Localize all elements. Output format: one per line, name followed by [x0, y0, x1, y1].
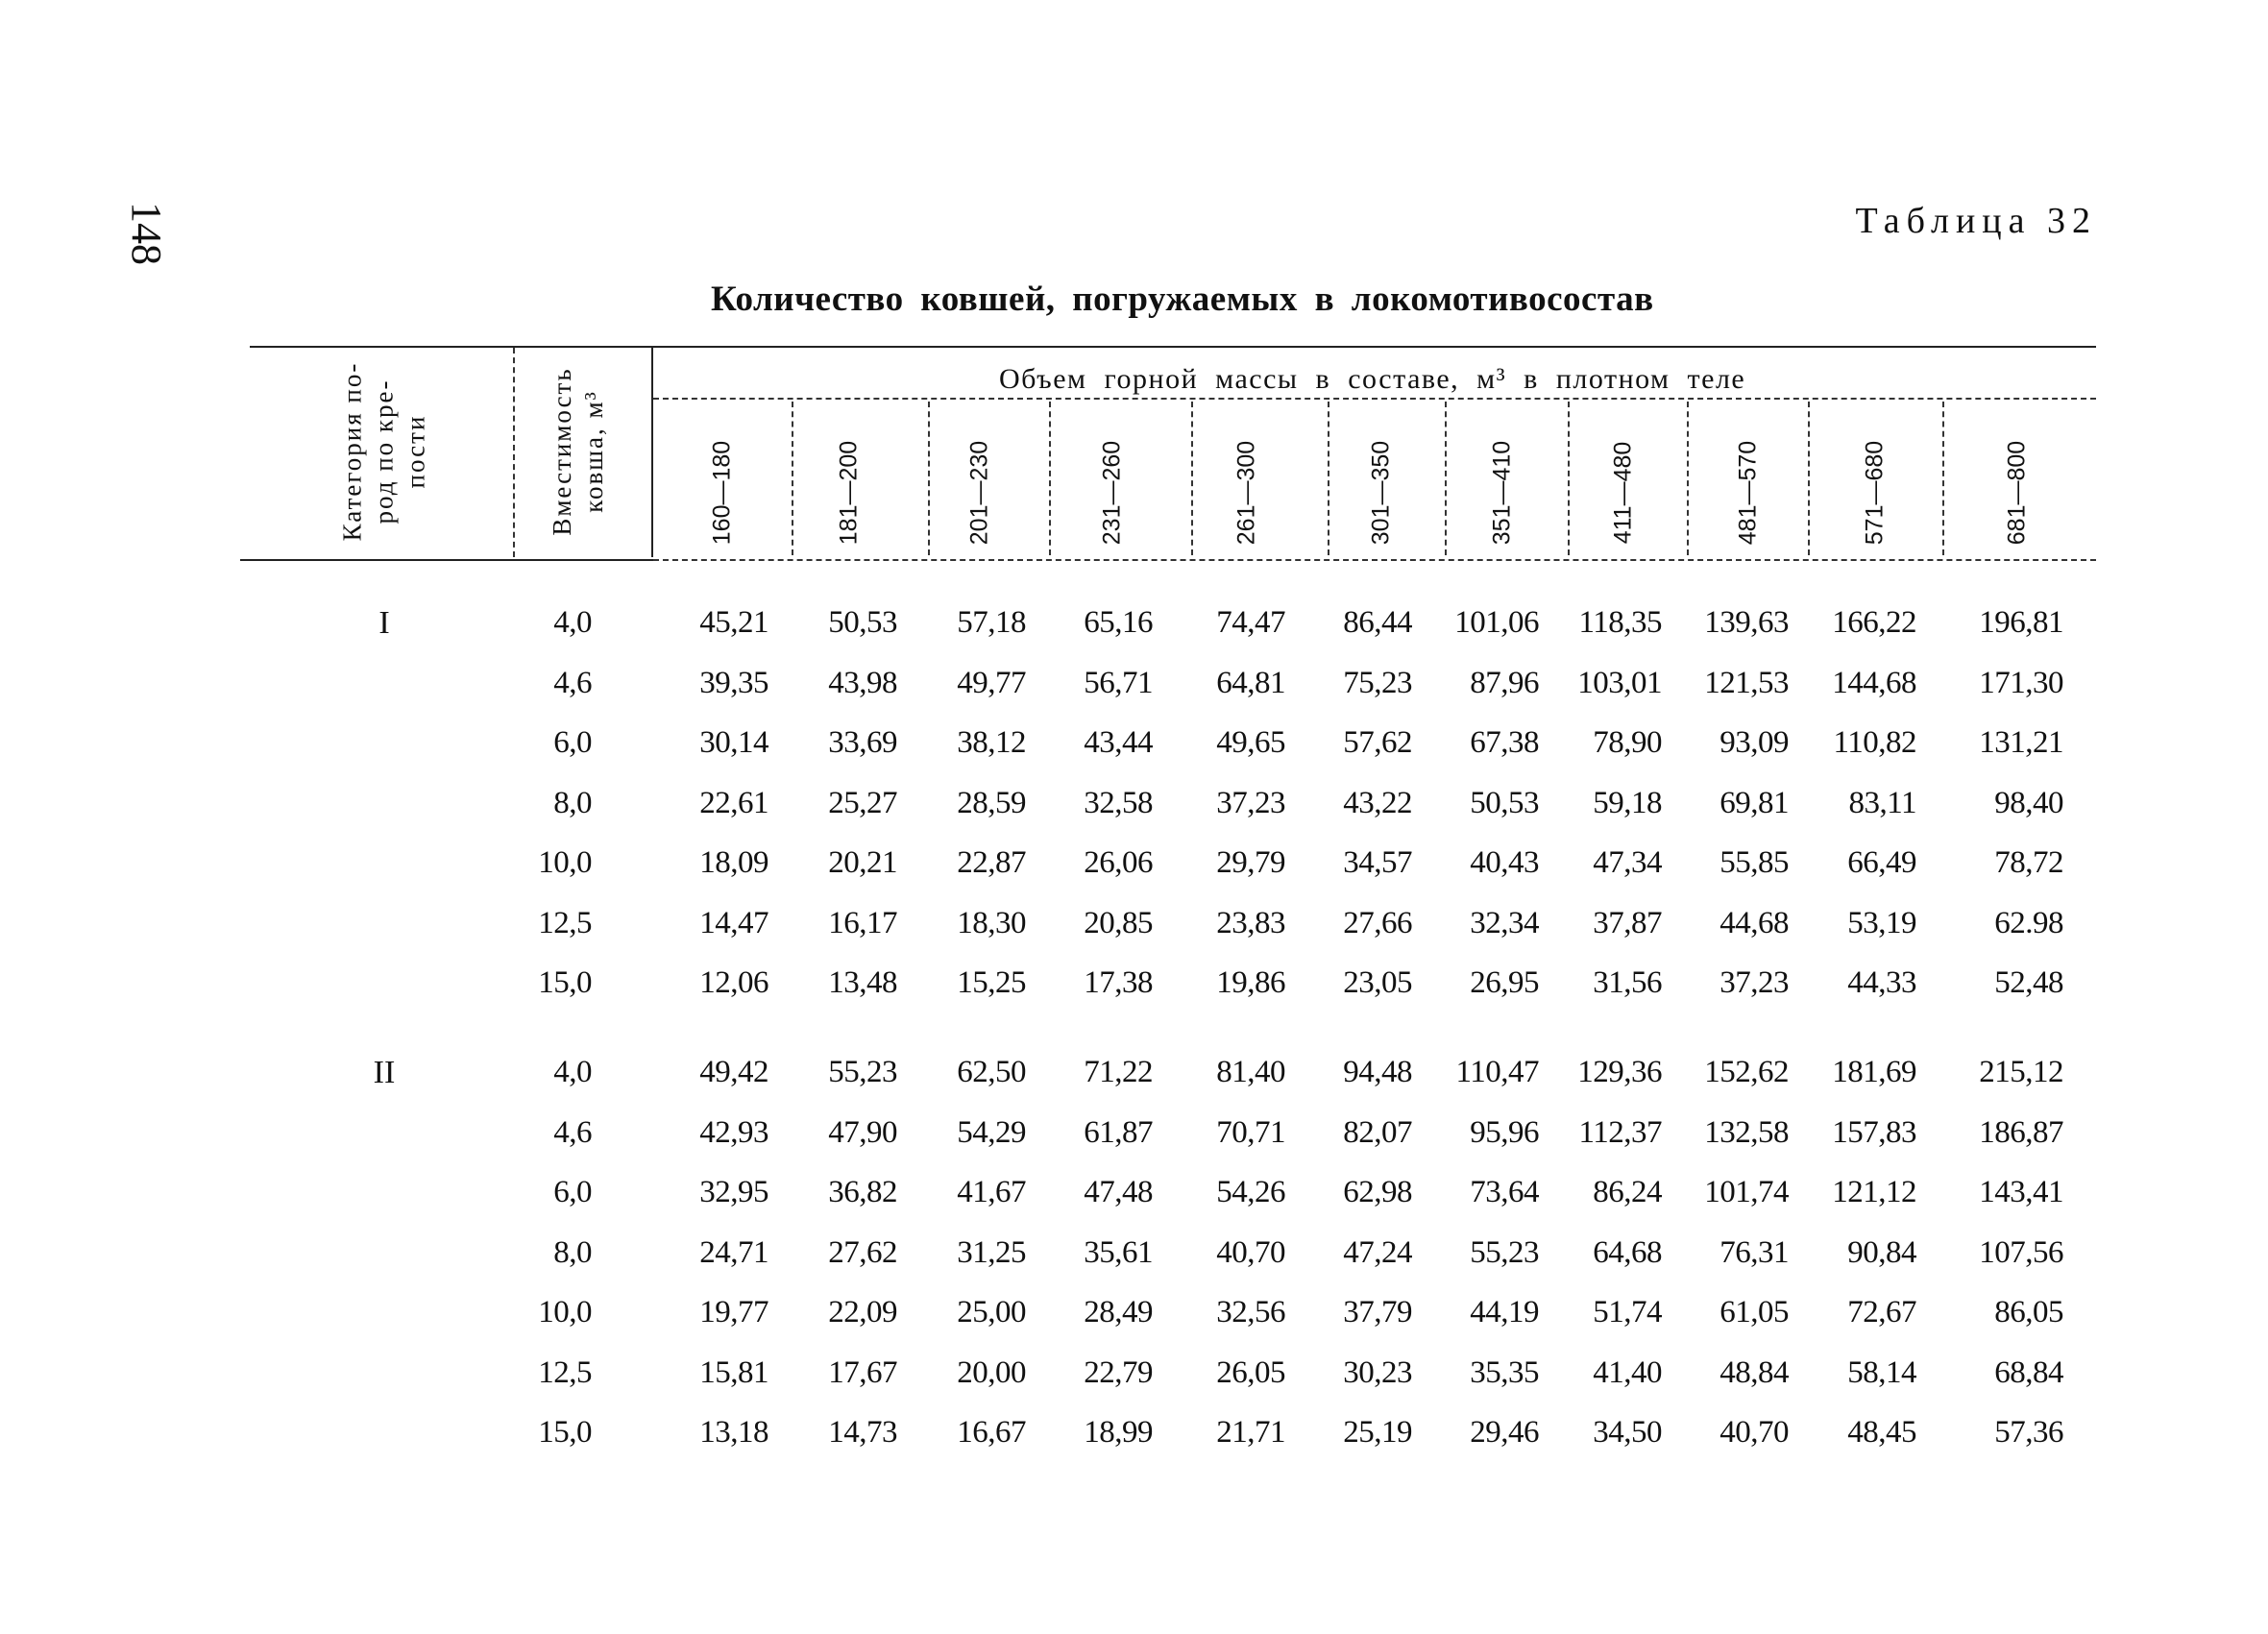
- value-cell: 143,41: [1979, 1175, 2063, 1209]
- capacity-cell: 15,0: [538, 1415, 592, 1450]
- value-cell: 19,86: [1216, 965, 1285, 1000]
- value-cell: 18,09: [699, 845, 768, 880]
- value-cell: 32,34: [1470, 905, 1539, 940]
- value-cell: 74,47: [1216, 605, 1285, 640]
- value-cell: 48,45: [1847, 1415, 1916, 1450]
- value-cell: 16,17: [828, 905, 897, 940]
- value-cell: 33,69: [828, 725, 897, 760]
- value-cell: 78,90: [1593, 725, 1662, 760]
- value-cell: 86,44: [1343, 605, 1412, 640]
- column-header: 351—410: [1488, 440, 1516, 546]
- value-cell: 83,11: [1848, 785, 1916, 820]
- value-cell: 144,68: [1832, 665, 1916, 700]
- value-cell: 121,53: [1704, 665, 1789, 700]
- column-divider: [1568, 402, 1570, 555]
- capacity-cell: 8,0: [553, 1234, 592, 1270]
- category-cell: I: [378, 605, 390, 641]
- value-cell: 31,56: [1593, 965, 1662, 1000]
- value-cell: 37,87: [1593, 905, 1662, 940]
- value-cell: 93,09: [1719, 725, 1789, 760]
- header-bottom-rule: [240, 559, 653, 561]
- value-cell: 42,93: [699, 1114, 768, 1150]
- column-divider: [928, 402, 930, 555]
- group-header: Объем горной массы в составе, м³ в плотном теле: [999, 363, 1746, 395]
- stub-capacity-line-2: ковша, м³: [579, 390, 608, 513]
- value-cell: 139,63: [1704, 605, 1789, 640]
- category-cell: II: [373, 1055, 396, 1090]
- value-cell: 43,22: [1343, 785, 1412, 820]
- value-cell: 70,71: [1216, 1114, 1285, 1150]
- value-cell: 27,62: [828, 1234, 897, 1270]
- value-cell: 25,00: [957, 1295, 1026, 1329]
- value-cell: 18,99: [1084, 1415, 1153, 1450]
- column-divider: [1808, 402, 1810, 555]
- capacity-cell: 4,6: [553, 665, 592, 700]
- value-cell: 22,79: [1084, 1354, 1153, 1390]
- capacity-cell: 4,6: [553, 1114, 592, 1150]
- column-divider: [1687, 402, 1689, 555]
- value-cell: 196,81: [1979, 605, 2063, 640]
- value-cell: 14,73: [828, 1415, 897, 1450]
- column-header: 481—570: [1734, 440, 1762, 546]
- value-cell: 94,48: [1343, 1055, 1412, 1089]
- page-number: 148: [123, 202, 170, 265]
- capacity-cell: 6,0: [553, 725, 592, 760]
- column-header: 411—480: [1609, 441, 1637, 545]
- value-cell: 45,21: [699, 605, 768, 640]
- value-cell: 55,23: [828, 1055, 897, 1089]
- value-cell: 30,14: [699, 725, 768, 760]
- value-cell: 55,23: [1470, 1234, 1539, 1270]
- value-cell: 86,05: [1994, 1295, 2063, 1329]
- value-cell: 18,30: [957, 905, 1026, 940]
- value-cell: 54,26: [1216, 1175, 1285, 1209]
- value-cell: 16,67: [957, 1415, 1026, 1450]
- stub-category-line-2: род по кре-: [369, 378, 399, 524]
- capacity-cell: 8,0: [553, 785, 592, 820]
- value-cell: 129,36: [1577, 1055, 1662, 1089]
- stub-header-capacity: [547, 367, 610, 535]
- value-cell: 103,01: [1577, 665, 1662, 700]
- value-cell: 86,24: [1593, 1175, 1662, 1209]
- value-cell: 64,81: [1216, 665, 1285, 700]
- value-cell: 131,21: [1979, 725, 2063, 760]
- value-cell: 17,67: [828, 1354, 897, 1390]
- value-cell: 37,79: [1343, 1295, 1412, 1329]
- value-cell: 34,57: [1343, 845, 1412, 880]
- capacity-cell: 15,0: [538, 965, 592, 1000]
- value-cell: 40,70: [1719, 1415, 1789, 1450]
- value-cell: 23,05: [1343, 965, 1412, 1000]
- value-cell: 23,83: [1216, 905, 1285, 940]
- value-cell: 68,84: [1994, 1354, 2063, 1390]
- value-cell: 30,23: [1343, 1354, 1412, 1390]
- value-cell: 90,84: [1847, 1234, 1916, 1270]
- value-cell: 47,34: [1593, 845, 1662, 880]
- value-cell: 75,23: [1343, 665, 1412, 700]
- value-cell: 112,37: [1578, 1114, 1662, 1150]
- value-cell: 22,61: [699, 785, 768, 820]
- value-cell: 38,12: [957, 725, 1026, 760]
- capacity-cell: 4,0: [553, 605, 592, 640]
- header-bottom-rule-dashed: [653, 559, 2096, 561]
- value-cell: 157,83: [1832, 1114, 1916, 1150]
- value-cell: 14,47: [699, 905, 768, 940]
- value-cell: 44,33: [1847, 965, 1916, 1000]
- value-cell: 73,64: [1470, 1175, 1539, 1209]
- value-cell: 110,47: [1455, 1055, 1539, 1089]
- stub-header-category: [337, 362, 432, 542]
- value-cell: 28,59: [957, 785, 1026, 820]
- value-cell: 50,53: [828, 605, 897, 640]
- value-cell: 37,23: [1719, 965, 1789, 1000]
- value-cell: 62,98: [1343, 1175, 1412, 1209]
- value-cell: 49,42: [699, 1055, 768, 1089]
- column-divider: [1191, 402, 1193, 555]
- table-label: Таблица 32: [1855, 201, 2097, 241]
- value-cell: 20,85: [1084, 905, 1153, 940]
- value-cell: 78,72: [1994, 845, 2063, 880]
- value-cell: 107,56: [1979, 1234, 2063, 1270]
- stub-category-line-3: пости: [401, 414, 430, 489]
- value-cell: 25,19: [1343, 1415, 1412, 1450]
- value-cell: 36,82: [828, 1175, 897, 1209]
- value-cell: 51,74: [1593, 1295, 1662, 1329]
- value-cell: 44,68: [1719, 905, 1789, 940]
- value-cell: 82,07: [1343, 1114, 1412, 1150]
- value-cell: 58,14: [1847, 1354, 1916, 1390]
- value-cell: 62.98: [1994, 905, 2063, 940]
- value-cell: 26,95: [1470, 965, 1539, 1000]
- value-cell: 15,25: [957, 965, 1026, 1000]
- value-cell: 181,69: [1832, 1055, 1916, 1089]
- column-header: 261—300: [1232, 440, 1260, 546]
- value-cell: 25,27: [828, 785, 897, 820]
- value-cell: 13,18: [699, 1415, 768, 1450]
- value-cell: 101,74: [1704, 1175, 1789, 1209]
- value-cell: 67,38: [1470, 725, 1539, 760]
- value-cell: 48,84: [1719, 1354, 1789, 1390]
- value-cell: 87,96: [1470, 665, 1539, 700]
- stub-divider-1: [513, 348, 515, 557]
- value-cell: 49,65: [1216, 725, 1285, 760]
- capacity-cell: 10,0: [538, 845, 592, 880]
- value-cell: 29,46: [1470, 1415, 1539, 1450]
- value-cell: 62,50: [957, 1055, 1026, 1089]
- column-header: 231—260: [1098, 440, 1126, 546]
- value-cell: 27,66: [1343, 905, 1412, 940]
- value-cell: 50,53: [1470, 785, 1539, 820]
- value-cell: 35,35: [1470, 1354, 1539, 1390]
- capacity-cell: 12,5: [538, 1354, 592, 1390]
- value-cell: 26,05: [1216, 1354, 1285, 1390]
- value-cell: 47,24: [1343, 1234, 1412, 1270]
- value-cell: 215,12: [1979, 1055, 2063, 1089]
- table-title: Количество ковшей, погружаемых в локомотивосостав: [711, 280, 1654, 319]
- value-cell: 171,30: [1979, 665, 2063, 700]
- value-cell: 132,58: [1704, 1114, 1789, 1150]
- value-cell: 95,96: [1470, 1114, 1539, 1150]
- value-cell: 26,06: [1084, 845, 1153, 880]
- column-divider: [1328, 402, 1329, 555]
- value-cell: 34,50: [1593, 1415, 1662, 1450]
- value-cell: 118,35: [1578, 605, 1662, 640]
- value-cell: 61,05: [1719, 1295, 1789, 1329]
- value-cell: 40,43: [1470, 845, 1539, 880]
- capacity-cell: 10,0: [538, 1295, 592, 1329]
- capacity-cell: 4,0: [553, 1055, 592, 1089]
- column-divider: [1942, 402, 1944, 555]
- value-cell: 15,81: [699, 1354, 768, 1390]
- value-cell: 43,98: [828, 665, 897, 700]
- value-cell: 41,40: [1593, 1354, 1662, 1390]
- column-header: 201—230: [965, 440, 993, 546]
- value-cell: 69,81: [1719, 785, 1789, 820]
- value-cell: 98,40: [1994, 785, 2063, 820]
- column-divider: [1049, 402, 1051, 555]
- value-cell: 21,71: [1216, 1415, 1285, 1450]
- value-cell: 20,21: [828, 845, 897, 880]
- value-cell: 41,67: [957, 1175, 1026, 1209]
- value-cell: 49,77: [957, 665, 1026, 700]
- value-cell: 35,61: [1084, 1234, 1153, 1270]
- column-header: 160—180: [708, 440, 736, 546]
- column-divider: [792, 402, 793, 555]
- value-cell: 166,22: [1832, 605, 1916, 640]
- value-cell: 72,67: [1847, 1295, 1916, 1329]
- value-cell: 101,06: [1454, 605, 1539, 640]
- capacity-cell: 12,5: [538, 905, 592, 940]
- value-cell: 37,23: [1216, 785, 1285, 820]
- value-cell: 12,06: [699, 965, 768, 1000]
- value-cell: 28,49: [1084, 1295, 1153, 1329]
- value-cell: 39,35: [699, 665, 768, 700]
- value-cell: 55,85: [1719, 845, 1789, 880]
- value-cell: 152,62: [1704, 1055, 1789, 1089]
- value-cell: 56,71: [1084, 665, 1153, 700]
- value-cell: 47,48: [1084, 1175, 1153, 1209]
- value-cell: 19,77: [699, 1295, 768, 1329]
- value-cell: 121,12: [1832, 1175, 1916, 1209]
- value-cell: 52,48: [1994, 965, 2063, 1000]
- value-cell: 44,19: [1470, 1295, 1539, 1329]
- value-cell: 57,62: [1343, 725, 1412, 760]
- value-cell: 47,90: [828, 1114, 897, 1150]
- value-cell: 65,16: [1084, 605, 1153, 640]
- column-header: 571—680: [1861, 440, 1889, 546]
- value-cell: 32,56: [1216, 1295, 1285, 1329]
- column-header: 181—200: [835, 440, 863, 546]
- value-cell: 53,19: [1847, 905, 1916, 940]
- value-cell: 76,31: [1719, 1234, 1789, 1270]
- value-cell: 61,87: [1084, 1114, 1153, 1150]
- stub-category-line-1: Категория по-: [337, 361, 367, 542]
- value-cell: 13,48: [828, 965, 897, 1000]
- column-divider: [1445, 402, 1447, 555]
- column-header: 301—350: [1367, 440, 1395, 546]
- value-cell: 22,87: [957, 845, 1026, 880]
- value-cell: 31,25: [957, 1234, 1026, 1270]
- value-cell: 32,95: [699, 1175, 768, 1209]
- stub-divider-2: [651, 348, 653, 557]
- value-cell: 24,71: [699, 1234, 768, 1270]
- value-cell: 66,49: [1847, 845, 1916, 880]
- value-cell: 29,79: [1216, 845, 1285, 880]
- value-cell: 17,38: [1084, 965, 1153, 1000]
- value-cell: 57,36: [1994, 1415, 2063, 1450]
- value-cell: 110,82: [1833, 725, 1916, 760]
- value-cell: 40,70: [1216, 1234, 1285, 1270]
- value-cell: 54,29: [957, 1114, 1026, 1150]
- value-cell: 186,87: [1979, 1114, 2063, 1150]
- column-header: 681—800: [2003, 440, 2031, 546]
- value-cell: 43,44: [1084, 725, 1153, 760]
- stub-capacity-line-1: Вместимость: [548, 367, 576, 536]
- value-cell: 64,68: [1593, 1234, 1662, 1270]
- value-cell: 81,40: [1216, 1055, 1285, 1089]
- capacity-cell: 6,0: [553, 1175, 592, 1209]
- value-cell: 32,58: [1084, 785, 1153, 820]
- group-header-rule: [653, 398, 2096, 400]
- value-cell: 71,22: [1084, 1055, 1153, 1089]
- value-cell: 20,00: [957, 1354, 1026, 1390]
- table-top-rule: [250, 346, 2096, 348]
- value-cell: 59,18: [1593, 785, 1662, 820]
- value-cell: 22,09: [828, 1295, 897, 1329]
- value-cell: 57,18: [957, 605, 1026, 640]
